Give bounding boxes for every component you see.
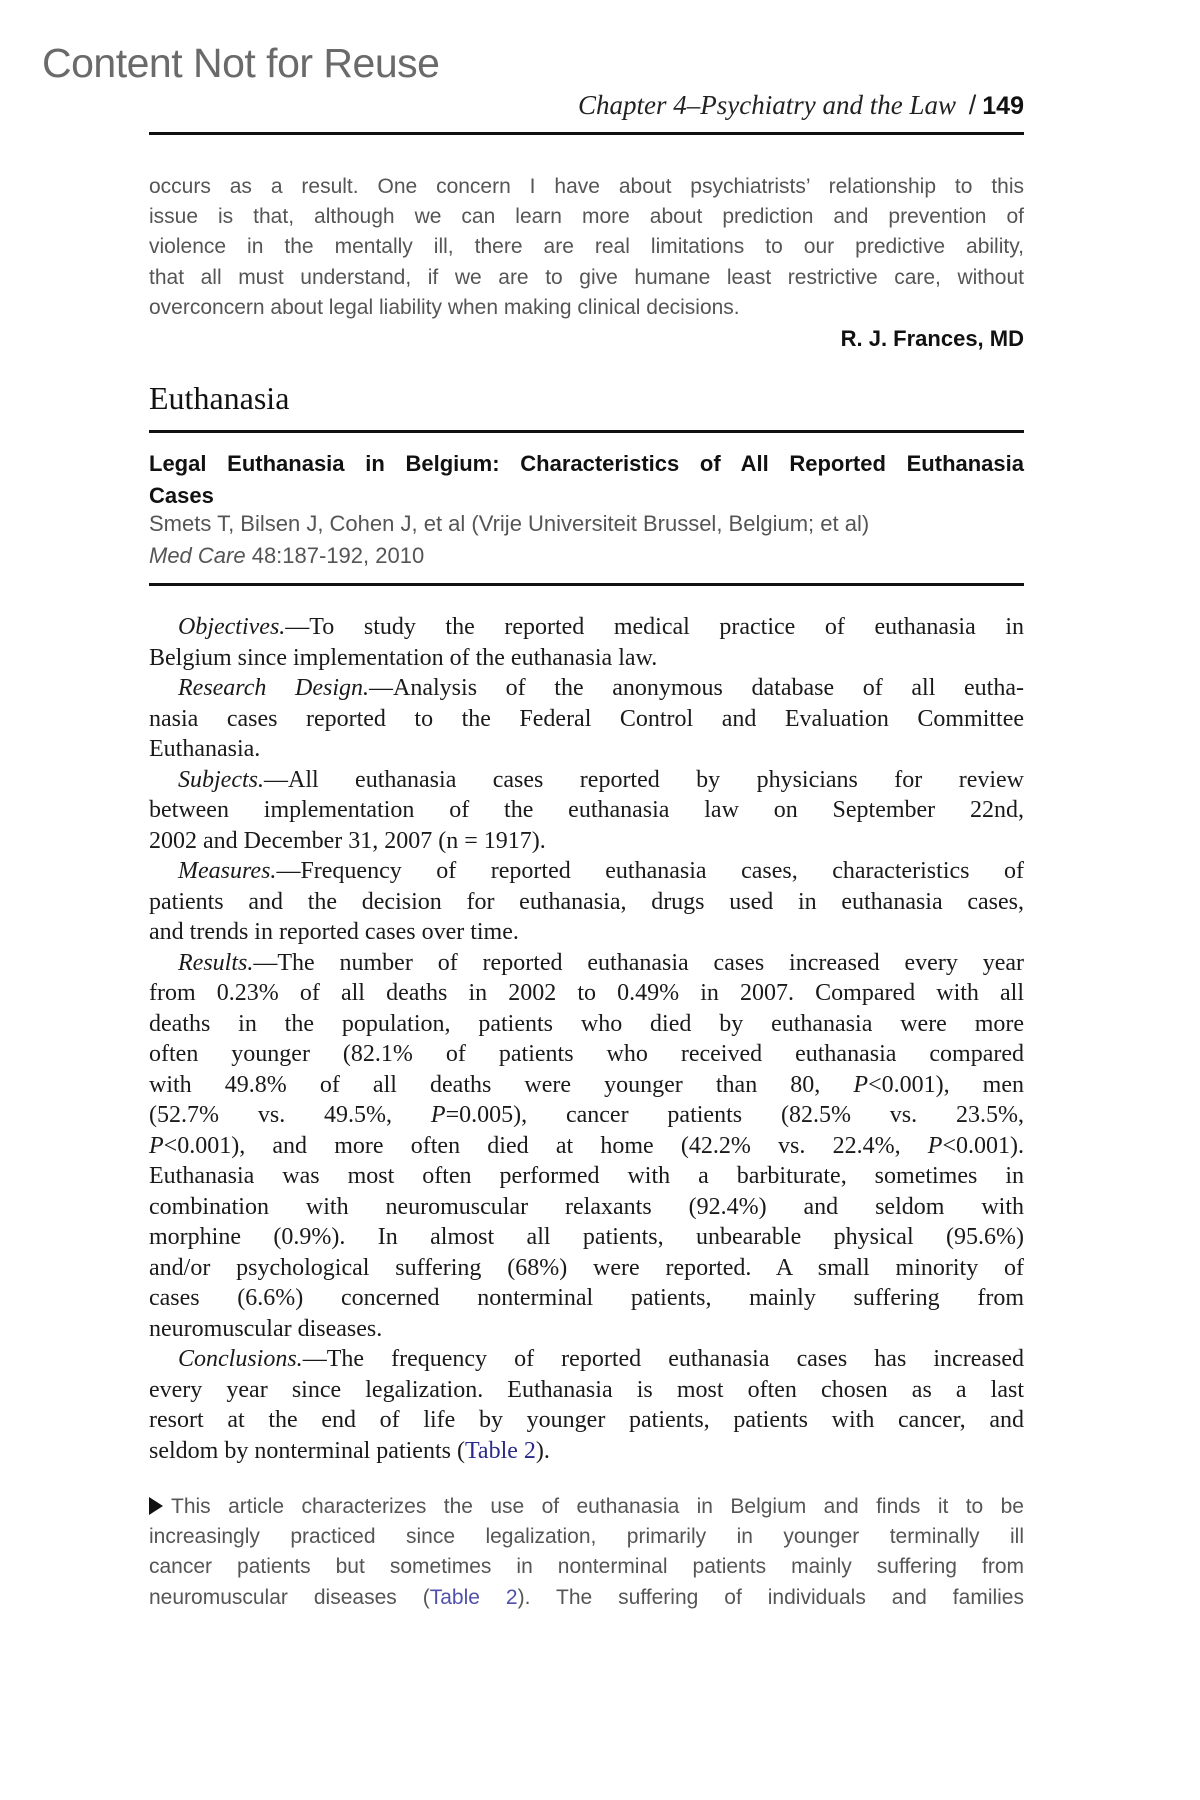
text-line: issue is that, although we can learn more about prediction and prevention of [149,205,1024,229]
text-span: and trends in reported cases over time. [149,919,519,945]
text-line [149,795,1024,826]
text-line: occurs as a result. One concern I have about psychiatrists’ relationship to this [149,175,1024,198]
commentary-text [149,172,1024,323]
italic-text: Research Design. [178,675,370,701]
text-line: that all must understand, if we are to give humane least restrictive care, without [149,265,1024,289]
text-line [149,948,1024,979]
abstract-paragraph [149,856,1024,948]
text-line [149,1522,1024,1552]
abstract-paragraph [149,948,1024,1345]
text-span: morphine (0.9%). In almost all patients, unbearable physical (95.6%) [149,1224,1024,1250]
journal-name: Med Care [149,543,246,568]
text-line [149,1161,1024,1192]
text-line [149,673,1024,704]
summary-paragraph [149,1492,1024,1613]
chapter-title: Chapter 4–Psychiatry and the Law [578,90,957,120]
italic-text: P [430,1102,446,1128]
text-span: —The number of reported euthanasia cases increased every year [253,949,1024,976]
article-citation [149,540,1024,572]
header-rule [149,132,1024,135]
text-span: —To study the reported medical practice of euthanasia in [285,614,1024,640]
text-line [149,1314,1024,1345]
text-span: cancer patients but sometimes in nonterminal patients mainly suffering from [149,1555,1024,1579]
volume-pages-year: 48:187-192, 2010 [245,543,425,568]
section-rule [149,430,1024,433]
text-line [149,1222,1024,1253]
text-line [149,887,1024,918]
text-line [149,978,1024,1009]
text-line [149,734,1024,765]
text-span: cases (6.6%) concerned nonterminal patients, mainly suffering from [149,1285,1024,1311]
text-span: and/or psychological suffering (68%) were reported. A small minority of [149,1254,1024,1281]
text-line [149,612,1024,643]
text-span: resort at the end of life by younger patients, patients with cancer, and [149,1407,1024,1433]
running-head [149,90,1024,121]
text-span: Belgium since implementation of the euthanasia law. [149,644,658,671]
text-span: Euthanasia. [149,736,261,762]
text-line [149,1375,1024,1406]
text-span: ). [535,1437,550,1464]
text-span: ). The suffering of individuals and families [517,1585,1024,1609]
italic-text: P [853,1071,869,1098]
text-line [149,1492,1024,1522]
text-line: violence in the mentally ill, there are real limitations to our predictive ability, [149,235,1024,259]
text-line [149,917,1024,948]
watermark: Content Not for Reuse [42,40,440,86]
italic-text: Measures. [178,858,277,884]
text-line [149,1253,1024,1284]
page-number: 149 [982,92,1024,120]
text-span: often younger (82.1% of patients who received euthanasia compared [149,1041,1024,1067]
text-line [149,1436,1024,1467]
section-heading: Euthanasia [149,380,290,416]
text-line [149,1283,1024,1314]
separator: / [968,90,977,120]
text-span: neuromuscular diseases. [149,1315,383,1342]
text-span: every year since legalization. Euthanasia is most often chosen as a last [149,1376,1024,1403]
abstract-paragraph [149,765,1024,857]
text-line [149,1192,1024,1223]
text-line [149,826,1024,857]
italic-text: P [927,1132,943,1159]
text-span: =0.005), cancer patients (82.5% vs. 23.5%, [445,1102,1024,1128]
text-span: seldom by nonterminal patients ( [149,1437,465,1464]
table-link[interactable]: Table 2 [464,1437,536,1464]
abstract-paragraph [149,612,1024,673]
text-span: —All euthanasia cases reported by physicians for review [263,766,1024,793]
abstract [149,612,1024,1466]
italic-text: Objectives. [178,614,286,640]
article-authors: Smets T, Bilsen J, Cohen J, et al (Vrije Universiteit Brussel, Belgium; et al) [149,511,870,536]
text-span: Euthanasia was most often performed with a barbiturate, sometimes in [149,1163,1024,1189]
text-span: —Frequency of reported euthanasia cases, characteristics of [276,858,1024,884]
article-title-line: Legal Euthanasia in Belgium: Characteristics of All Reported Euthanasia [149,451,1024,476]
abstract-paragraph [149,673,1024,765]
text-line [149,1344,1024,1375]
text-line [149,1039,1024,1070]
text-line [149,704,1024,735]
text-line [149,1070,1024,1101]
abstract-rule [149,583,1024,586]
text-span: —The frequency of reported euthanasia cases has increased [302,1346,1024,1372]
text-line [149,1552,1024,1582]
text-span: nasia cases reported to the Federal Control and Evaluation Committee [149,705,1024,732]
italic-text: P [149,1132,164,1159]
text-span: (52.7% vs. 49.5%, [149,1102,431,1128]
table-link[interactable]: Table 2 [429,1585,518,1609]
text-line [149,1009,1024,1040]
text-span: patients and the decision for euthanasia, drugs used in euthanasia cases, [149,888,1024,915]
article-title [149,448,1024,512]
italic-text: Subjects. [178,766,264,793]
text-span: combination with neuromuscular relaxants (92.4%) and seldom with [149,1193,1024,1220]
text-span: 2002 and December 31, 2007 (n = 1917). [149,827,546,854]
abstract-paragraph [149,1344,1024,1466]
italic-text: Conclusions. [178,1346,303,1372]
text-line [149,856,1024,887]
triangle-bullet-icon [149,1497,163,1515]
text-span: from 0.23% of all deaths in 2002 to 0.49% in 2007. Compared with all [149,980,1024,1006]
text-line [149,1100,1024,1131]
text-line [149,1583,1024,1613]
text-span: increasingly practiced since legalization, primarily in younger terminally ill [149,1525,1024,1549]
text-span: This article characterizes the use of euthanasia in Belgium and finds it to be [171,1495,1024,1518]
text-line: overconcern about legal liability when making clinical decisions. [149,295,740,319]
text-span: —Analysis of the anonymous database of all eutha- [369,675,1024,701]
text-span: with 49.8% of all deaths were younger than 80, [149,1071,854,1098]
text-span: <0.001), men [868,1071,1025,1098]
text-span: neuromuscular diseases ( [149,1585,430,1609]
text-line [149,765,1024,796]
commentary-signature: R. J. Frances, MD [840,326,1024,351]
text-line [149,643,1024,674]
text-span: deaths in the population, patients who died by euthanasia were more [149,1010,1024,1037]
text-span: <0.001), and more often died at home (42.2% vs. 22.4%, [163,1132,928,1159]
italic-text: Results. [178,949,254,976]
article-meta [149,508,1024,572]
text-span: between implementation of the euthanasia law on September 22nd, [149,797,1024,823]
text-line [149,1405,1024,1436]
text-span: <0.001). [942,1132,1024,1159]
article-title-line: Cases [149,483,214,508]
text-line [149,1131,1024,1162]
